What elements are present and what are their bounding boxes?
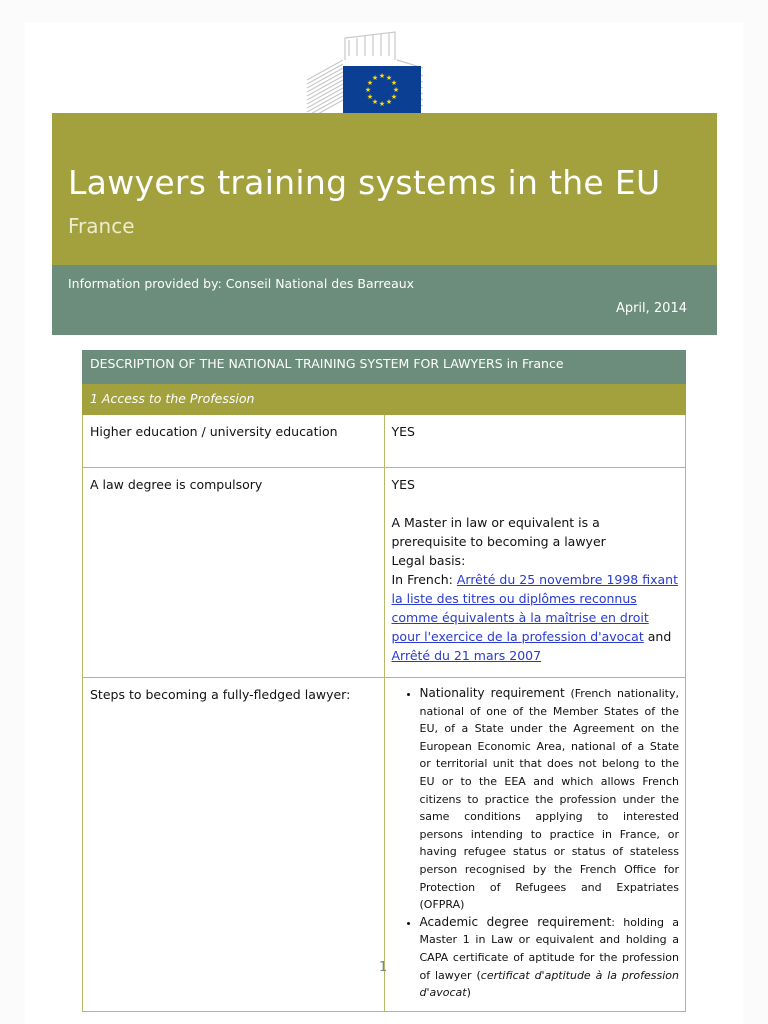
section-row [83,384,686,415]
legal-and: and [647,629,672,644]
publication-date: April, 2014 [615,301,687,316]
row-value: YES [384,415,686,468]
list-item [420,914,680,1002]
training-system-table [82,350,686,1012]
page-title: Lawyers training systems in the EU [68,163,661,202]
legal-basis [392,570,679,665]
svg-text:★: ★ [366,93,374,101]
bullet-lead: Nationality requirement [419,686,565,700]
bullet-text: (French nationality, national of one of the Member States of the EU, of a State under the Agreement on the European Economic Area, national of a State or territorial unit that does not belong to the EU or to the EEA and which allows French citizens to practice the profession under the same conditions applying to interested persons intending to practice in France, or having refugee status or status of stateless person recognised by the French Office for Protection of Refugees and Expatriates (OFPRA) [419,687,680,912]
bullet-close: ) [466,986,471,1000]
svg-text:★: ★ [390,79,398,87]
svg-text:★: ★ [385,98,393,106]
row-label: Steps to becoming a fully-fledged lawyer: [83,678,385,1012]
page-subtitle: France [68,214,135,238]
info-provider: Information provided by: Conseil National des Barreaux [68,276,415,291]
svg-text:★: ★ [366,79,374,87]
page-number: 1 [379,960,388,975]
svg-text:★: ★ [390,93,398,101]
row-value-cell [384,468,686,678]
svg-text:★: ★ [364,86,372,94]
row-label: Higher education / university education [83,415,385,468]
list-item [420,685,680,914]
svg-text:★: ★ [371,98,379,106]
svg-text:★: ★ [371,74,379,82]
legal-link-2007[interactable]: Arrêté du 21 mars 2007 [391,648,542,663]
row-text: A Master in law or equivalent is a prerequisite to becoming a lawyer [391,515,606,549]
table-row [83,415,686,468]
svg-text:★: ★ [378,100,386,108]
steps-list [392,685,680,1002]
table-header-row [83,351,686,384]
eu-flag-icon [343,66,421,118]
bullet-lead: Academic degree requirement [419,914,612,929]
row-value: YES [391,477,415,492]
table-header: DESCRIPTION OF THE NATIONAL TRAINING SYSTEM FOR LAWYERS in France [83,351,686,384]
bullet-text: : holding a Master 1 in Law or equivalent and holding a CAPA certificate of aptitude for the profession of lawyer ( [419,915,679,982]
steps-cell [384,678,686,1012]
svg-text:★: ★ [385,74,393,82]
section-title: 1 Access to the Profession [83,384,686,415]
eu-stars-icon [343,66,421,118]
table-row [83,468,686,678]
svg-text:★: ★ [378,72,386,80]
legal-basis-label: Legal basis: [391,553,466,568]
legal-basis-prefix: In French: [391,572,453,587]
bullet-italic: certificat d'aptitude à la profession d'avocat [419,968,679,1000]
legal-link-1998[interactable]: Arrêté du 25 novembre 1998 fixant la liste des titres ou diplômes reconnus comme équivalents à la maîtrise en droit pour l'exercice de la profession d'avocat [391,572,678,644]
row-label: A law degree is compulsory [83,468,385,678]
svg-text:★: ★ [392,86,400,94]
